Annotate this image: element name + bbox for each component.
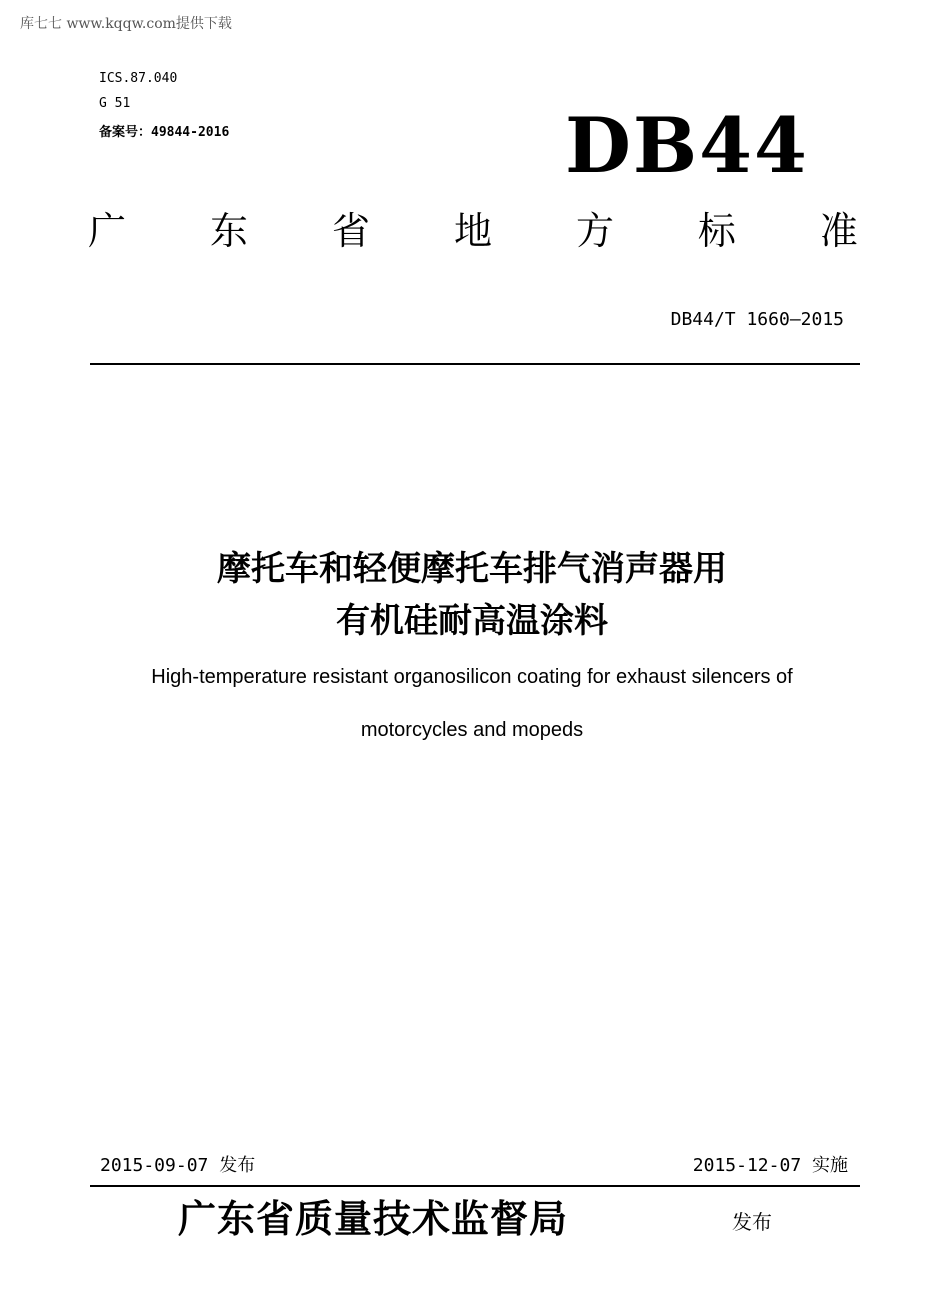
standard-type-char: 准 — [819, 209, 858, 253]
title-en-line-2: motorcycles and mopeds — [360, 719, 584, 741]
top-divider — [90, 363, 860, 365]
ics-code: ICS.87.040 — [99, 71, 178, 86]
standard-type-char: 广 — [88, 209, 127, 253]
issue-date: 2015-09-07 发布 — [100, 1155, 256, 1176]
standard-number: DB44/T 1660—2015 — [670, 309, 844, 330]
standard-type-char: 地 — [453, 209, 492, 253]
issuer-name: 广东省质量技术监督局 — [178, 1196, 569, 1241]
bottom-divider — [90, 1185, 860, 1187]
db44-logo: DB44 — [565, 101, 809, 190]
standard-type-char: 省 — [331, 209, 370, 253]
issuer-suffix: 发布 — [732, 1210, 772, 1234]
ccs-code: G 51 — [99, 96, 131, 111]
standard-type-heading — [88, 209, 858, 253]
title-cn-line-1: 摩托车和轻便摩托车排气消声器用 — [217, 549, 727, 589]
standard-type-char: 东 — [209, 209, 248, 253]
title-cn-line-2: 有机硅耐高温涂料 — [336, 601, 608, 641]
watermark-text: 库七七 www.kqqw.com提供下载 — [20, 16, 232, 32]
record-number: 备案号：49844-2016 — [99, 125, 230, 140]
standard-type-char: 方 — [575, 209, 614, 253]
implementation-date: 2015-12-07 实施 — [692, 1155, 848, 1176]
title-en-line-1: High-temperature resistant organosilicon coating for exhaust silencers of — [151, 666, 793, 688]
standard-type-char: 标 — [697, 209, 736, 253]
